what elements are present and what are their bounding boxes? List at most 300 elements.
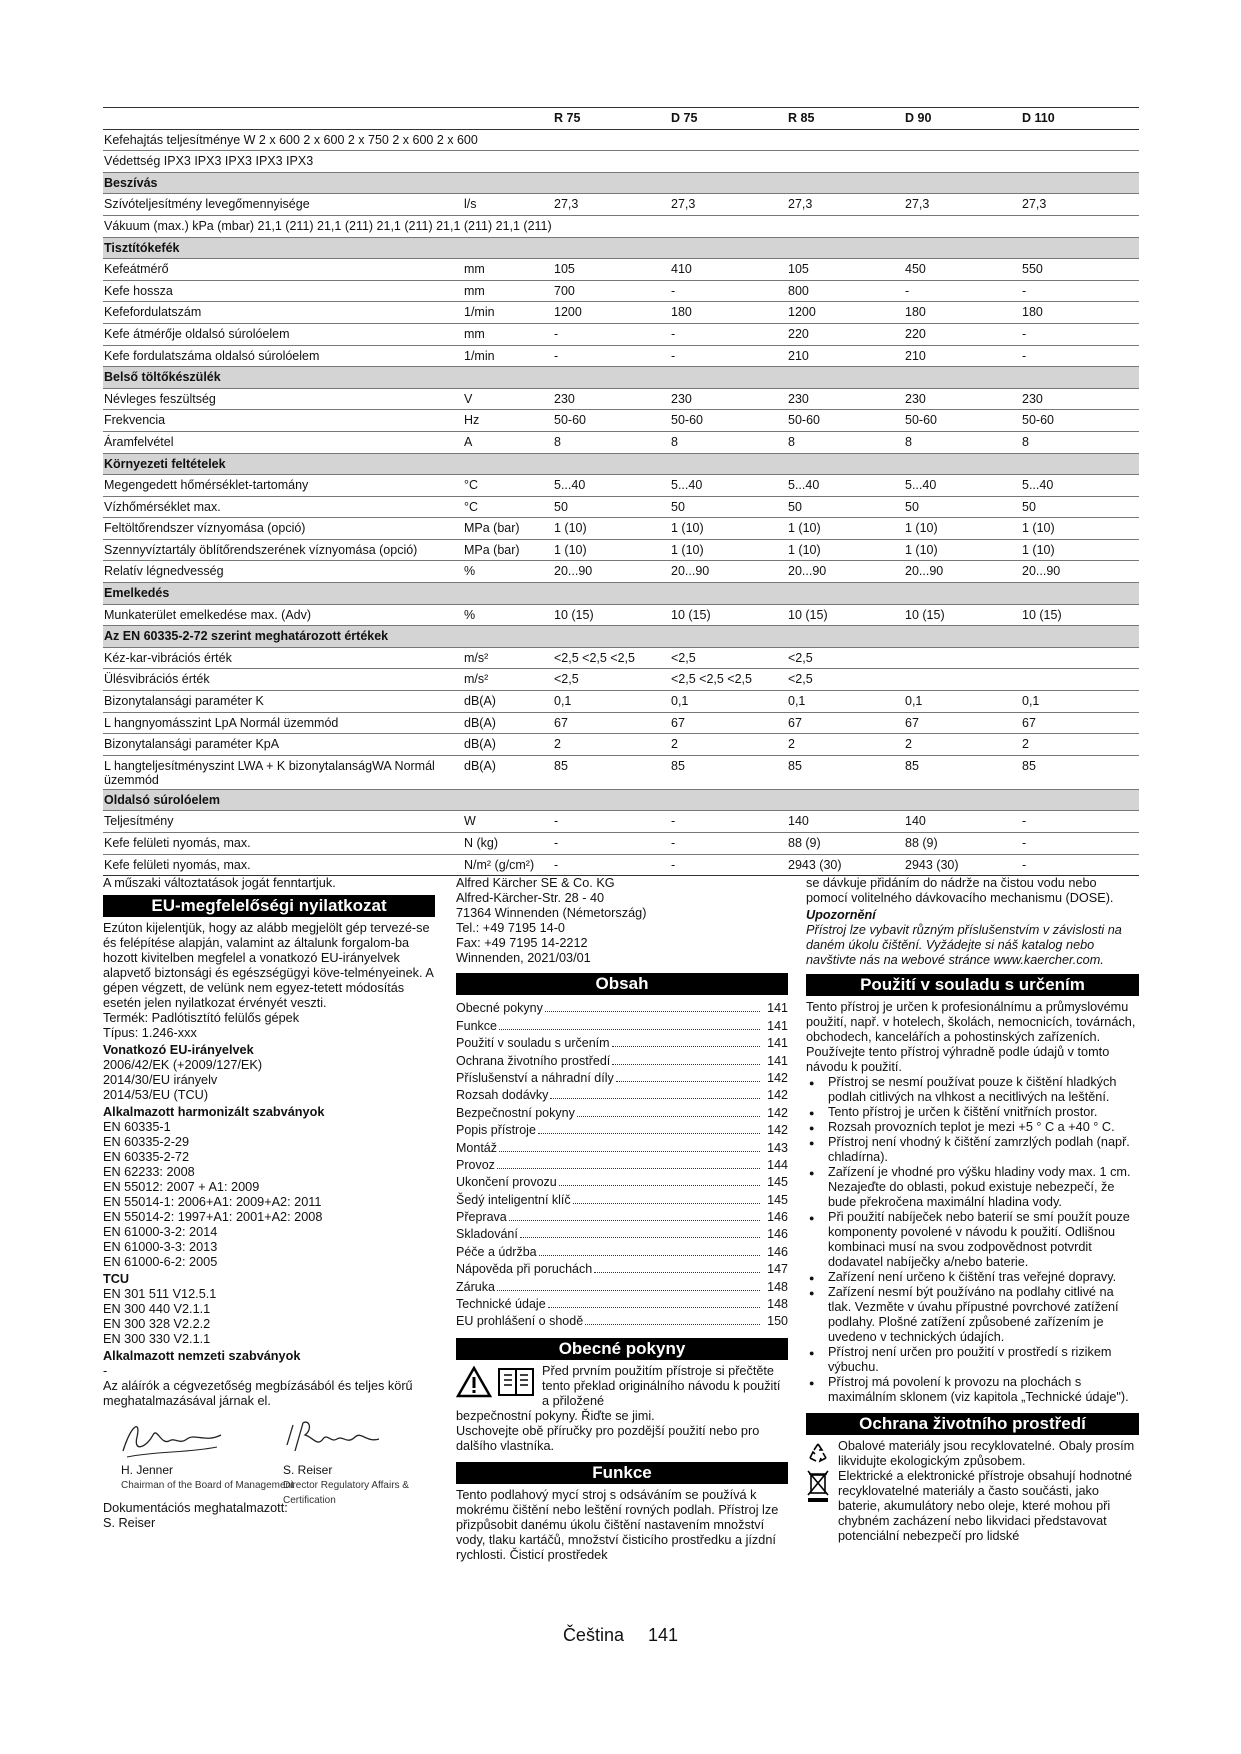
table-cell: 2 xyxy=(553,734,670,756)
toc-item-page: 148 xyxy=(767,1297,788,1312)
table-cell: 180 xyxy=(904,302,1021,324)
toc-item[interactable] xyxy=(456,1121,788,1138)
merged-row-text: Kefehajtás teljesítménye W 2 x 600 2 x 600 2 x 750 2 x 600 2 x 600 xyxy=(103,129,1139,151)
table-cell: 10 (15) xyxy=(670,604,787,626)
toc-item[interactable] xyxy=(456,1103,788,1120)
table-row xyxy=(103,475,1139,497)
table-row xyxy=(103,518,1139,540)
directive-item: 2014/30/EU irányelv xyxy=(103,1073,218,1087)
intended-use-bullet: ● Zařízení nesmí být používáno na podlahy citlivé na tlak. Vezměte v úvahu přípustné povrchové zatížení podlahy. Plošné zatížení způsobené zařízením je uvedeno v technických údajích. xyxy=(806,1285,1139,1345)
reserved-note: A műszaki változtatások jogát fenntartjuk. xyxy=(103,876,336,890)
table-cell: Munkaterület emelkedése max. (Adv) xyxy=(103,604,463,626)
toc-item-label: Příslušenství a náhradní díly xyxy=(456,1070,614,1085)
table-cell: Megengedett hőmérséklet-tartomány xyxy=(103,475,463,497)
section-row xyxy=(103,789,1139,811)
toc-leader-dots xyxy=(538,1133,760,1134)
table-cell: 450 xyxy=(904,259,1021,281)
toc-item-page: 145 xyxy=(767,1192,788,1207)
table-cell: MPa (bar) xyxy=(463,539,553,561)
footer-language: Čeština xyxy=(562,1625,624,1645)
doc-authorised-name: S. Reiser xyxy=(103,1516,156,1530)
table-cell xyxy=(1021,647,1139,669)
table-cell: Kefe felületi nyomás, max. xyxy=(103,854,463,876)
toc-item-label: Ochrana životního prostředí xyxy=(456,1053,611,1068)
table-cell: - xyxy=(553,833,670,855)
table-header-row xyxy=(103,108,1139,130)
table-cell: Kefefordulatszám xyxy=(103,302,463,324)
table-cell: Kefe felületi nyomás, max. xyxy=(103,833,463,855)
table-cell: 2 xyxy=(1021,734,1139,756)
table-cell: l/s xyxy=(463,194,553,216)
manufacturer-address xyxy=(456,876,788,966)
table-cell: 67 xyxy=(670,712,787,734)
toc-item[interactable] xyxy=(456,1016,788,1033)
table-cell: 5...40 xyxy=(670,475,787,497)
tcu-item: EN 300 328 V2.2.2 xyxy=(103,1317,211,1331)
toc-leader-dots xyxy=(499,1151,760,1152)
toc-item[interactable] xyxy=(456,1034,788,1051)
table-cell: Hz xyxy=(463,410,553,432)
table-cell: - xyxy=(553,323,670,345)
toc-item[interactable] xyxy=(456,1051,788,1068)
table-cell: 220 xyxy=(787,323,904,345)
toc-leader-dots xyxy=(509,1220,760,1221)
toc-item[interactable] xyxy=(456,1190,788,1207)
function-title: Funkce xyxy=(456,1462,788,1484)
toc-item-label: Použití v souladu s určením xyxy=(456,1036,610,1051)
signer2-name: S. Reiser xyxy=(283,1463,333,1477)
standard-item: EN 61000-6-2: 2005 xyxy=(103,1255,218,1269)
function-text: Tento podlahový mycí stroj s odsáváním se používá k mokrému čištění nebo leštění rovných podlah. Přístroj lze přizpůsobit danému úkolu čištění nastavením množství vody, tlaku kartáčů, množství čisticího prostředku a jízdní rychlosti. Čisticí prostředek xyxy=(456,1488,779,1563)
table-row xyxy=(103,410,1139,432)
table-row xyxy=(103,431,1139,453)
header-cell: R 75 xyxy=(553,108,670,130)
table-cell: 550 xyxy=(1021,259,1139,281)
intended-use-bullet: ● Přístroj má povolení k provozu na plochách s maximálním sklonem (viz kapitola „Technické údaje"). xyxy=(806,1375,1139,1405)
toc-item[interactable] xyxy=(456,1156,788,1173)
toc-leader-dots xyxy=(612,1046,760,1047)
table-row xyxy=(103,345,1139,367)
section-row xyxy=(103,626,1139,648)
toc-item-page: 142 xyxy=(767,1088,788,1103)
intended-use-bullet: ● Zařízení je vhodné pro výšku hladiny vody max. 1 cm. Nezajeďte do oblasti, pokud existuje nebezpečí, že bude překročena maximální hladina vody. xyxy=(806,1165,1139,1210)
standard-item: EN 55014-1: 2006+A1: 2009+A2: 2011 xyxy=(103,1195,322,1209)
section-heading: Oldalsó súrolóelem xyxy=(103,789,1139,811)
toc-item-page: 142 xyxy=(767,1105,788,1120)
table-cell: 8 xyxy=(787,431,904,453)
table-cell: mm xyxy=(463,280,553,302)
table-cell: Relatív légnedvesség xyxy=(103,561,463,583)
toc-item[interactable] xyxy=(456,1173,788,1190)
table-cell: <2,5 xyxy=(670,647,787,669)
section-heading: Környezeti feltételek xyxy=(103,453,1139,475)
toc-leader-dots xyxy=(559,1185,760,1186)
table-cell: 67 xyxy=(1021,712,1139,734)
table-cell: - xyxy=(670,345,787,367)
toc-leader-dots xyxy=(594,1272,760,1273)
table-cell: Teljesítmény xyxy=(103,811,463,833)
section-heading: Tisztítókefék xyxy=(103,237,1139,259)
toc-item-label: Rozsah dodávky xyxy=(456,1088,549,1103)
toc-item-label: EU prohlášení o shodě xyxy=(456,1314,584,1329)
table-cell: Kefeátmérő xyxy=(103,259,463,281)
table-cell: 230 xyxy=(787,388,904,410)
table-cell: 105 xyxy=(553,259,670,281)
table-cell xyxy=(904,647,1021,669)
table-cell: 5...40 xyxy=(787,475,904,497)
table-cell: 1 (10) xyxy=(670,518,787,540)
section-heading: Az EN 60335-2-72 szerint meghatározott értékek xyxy=(103,626,1139,648)
toc-leader-dots xyxy=(539,1255,760,1256)
toc-item-label: Funkce xyxy=(456,1018,497,1033)
address-line: Tel.: +49 7195 14-0 xyxy=(456,921,565,935)
table-cell: 27,3 xyxy=(904,194,1021,216)
environment-text-2: Elektrické a elektronické přístroje obsahují hodnotné recyklovatelné materiály a často součásti, jako baterie, akumulátory nebo oleje, které mohou při chybném zacházení nebo likvidaci představovat potenciální nebezpečí pro lidské xyxy=(838,1469,1133,1543)
table-cell: 67 xyxy=(553,712,670,734)
signer1 xyxy=(121,1463,294,1493)
table-cell: 50 xyxy=(670,496,787,518)
recycle-icon xyxy=(806,1441,830,1465)
table-cell: 85 xyxy=(1021,755,1139,789)
section-row xyxy=(103,453,1139,475)
toc-item[interactable] xyxy=(456,1069,788,1086)
table-cell: 210 xyxy=(787,345,904,367)
table-cell xyxy=(1021,669,1139,691)
toc-leader-dots xyxy=(545,1011,760,1012)
table-cell: - xyxy=(1021,854,1139,876)
directives-title: Vonatkozó EU-irányelvek xyxy=(103,1043,254,1057)
toc-leader-dots xyxy=(573,1203,760,1204)
table-cell: L hangteljesítményszint LWA + K bizonytalanságWA Normál üzemmód xyxy=(103,755,463,789)
table-cell: 800 xyxy=(787,280,904,302)
table-cell: 50 xyxy=(1021,496,1139,518)
table-cell: m/s² xyxy=(463,647,553,669)
toc-item[interactable] xyxy=(456,1208,788,1225)
header-cell: D 110 xyxy=(1021,108,1139,130)
table-cell: 2943 (30) xyxy=(904,854,1021,876)
table-cell: - xyxy=(1021,323,1139,345)
table-cell: <2,5 xyxy=(787,647,904,669)
national-standards-title: Alkalmazott nemzeti szabványok xyxy=(103,1349,301,1363)
table-cell: 1 (10) xyxy=(904,518,1021,540)
toc-item-page: 150 xyxy=(767,1314,788,1329)
toc-item[interactable] xyxy=(456,1138,788,1155)
toc-leader-dots xyxy=(520,1237,760,1238)
signers-note: Az aláírók a cégvezetőség megbízásából és teljes körű meghatalmazásával járnak el. xyxy=(103,1379,413,1408)
tcu-title: TCU xyxy=(103,1272,130,1286)
table-cell: 85 xyxy=(670,755,787,789)
table-cell: <2,5 xyxy=(553,669,670,691)
tcu-list xyxy=(103,1287,435,1347)
crossed-bin-icon xyxy=(806,1469,830,1503)
standard-item: EN 55014-2: 1997+A1: 2001+A2: 2008 xyxy=(103,1210,323,1224)
table-cell: 10 (15) xyxy=(904,604,1021,626)
tcu-item: EN 300 440 V2.1.1 xyxy=(103,1302,211,1316)
table-cell: 210 xyxy=(904,345,1021,367)
table-cell: °C xyxy=(463,496,553,518)
toc-item[interactable] xyxy=(456,1312,788,1329)
table-row xyxy=(103,215,1139,237)
table-row xyxy=(103,811,1139,833)
standard-item: EN 62233: 2008 xyxy=(103,1165,195,1179)
table-cell: 1 (10) xyxy=(1021,518,1139,540)
table-cell: 85 xyxy=(904,755,1021,789)
table-cell: 410 xyxy=(670,259,787,281)
toc-leader-dots xyxy=(577,1116,760,1117)
table-cell: mm xyxy=(463,259,553,281)
table-cell: 67 xyxy=(787,712,904,734)
standard-item: EN 55012: 2007 + A1: 2009 xyxy=(103,1180,260,1194)
toc-item-label: Ukončení provozu xyxy=(456,1175,557,1190)
table-cell: 50 xyxy=(904,496,1021,518)
toc-leader-dots xyxy=(616,1081,760,1082)
table-cell: 0,1 xyxy=(553,691,670,713)
table-cell: 1/min xyxy=(463,302,553,324)
toc-item-page: 144 xyxy=(767,1157,788,1172)
table-cell: - xyxy=(670,854,787,876)
table-row xyxy=(103,151,1139,173)
table-cell: 10 (15) xyxy=(553,604,670,626)
table-row xyxy=(103,833,1139,855)
toc-leader-dots xyxy=(497,1168,760,1169)
table-cell: 27,3 xyxy=(1021,194,1139,216)
environment-text-1: Obalové materiály jsou recyklovatelné. Obaly prosím likvidujte ekologickým způsobem. xyxy=(838,1439,1135,1468)
table-cell: 700 xyxy=(553,280,670,302)
toc-item-page: 143 xyxy=(767,1140,788,1155)
section-row xyxy=(103,172,1139,194)
type-line: Típus: 1.246-xxx xyxy=(103,1026,197,1040)
table-cell: 50 xyxy=(787,496,904,518)
table-cell: L hangnyomásszint LpA Normál üzemmód xyxy=(103,712,463,734)
directives-list xyxy=(103,1058,435,1103)
section-row xyxy=(103,237,1139,259)
toc-item-label: Provoz xyxy=(456,1157,495,1172)
toc-item-label: Popis přístroje xyxy=(456,1123,536,1138)
table-cell: 20...90 xyxy=(553,561,670,583)
table-cell: 27,3 xyxy=(670,194,787,216)
intended-use-bullet: ● Tento přístroj je určen k čištění vnitřních prostor. xyxy=(806,1105,1139,1120)
intended-use-intro: Tento přístroj je určen k profesionálnímu a průmyslovému použití, např. v hotelech, školách, nemocnicích, továrnách, obchodech, kancelářích a pohostinských zařízeních. Používejte tento přístroj výhradně podle údajů v tomto návodu k použití. xyxy=(806,1000,1136,1074)
toc-item[interactable] xyxy=(456,1260,788,1277)
table-of-contents xyxy=(456,999,788,1329)
table-cell: 27,3 xyxy=(787,194,904,216)
intended-use-bullet: ● Přístroj není určen pro použití v prostředí s rizikem výbuchu. xyxy=(806,1345,1139,1375)
intended-use-bullet: ● Přístroj se nesmí používat pouze k čištění hladkých podlah citlivých na vlhkost a necitlivých na leštění. xyxy=(806,1075,1139,1105)
table-cell: Áramfelvétel xyxy=(103,431,463,453)
standard-item: EN 60335-2-72 xyxy=(103,1150,190,1164)
table-cell: 1 (10) xyxy=(670,539,787,561)
signer1-role: Chairman of the Board of Management xyxy=(121,1480,294,1491)
table-cell: 2 xyxy=(904,734,1021,756)
toc-item-label: Nápověda při poruchách xyxy=(456,1262,593,1277)
table-cell: 50-60 xyxy=(670,410,787,432)
intended-use-bullet: ● Při použití nabíječek nebo baterií se smí použít pouze komponenty povolené v návodu k použití. Odlišnou kombinaci musí na svou zodpovědnost potvrdit dodavatel nabíječky a/nebo baterie. xyxy=(806,1210,1139,1270)
table-cell: dB(A) xyxy=(463,734,553,756)
table-cell: Kefe fordulatszáma oldalsó súrolóelem xyxy=(103,345,463,367)
header-cell xyxy=(103,108,463,130)
table-cell: - xyxy=(553,854,670,876)
table-cell: - xyxy=(1021,345,1139,367)
header-cell: D 90 xyxy=(904,108,1021,130)
manual-book-icon xyxy=(496,1366,536,1398)
toc-item-label: Skladování xyxy=(456,1227,518,1242)
product-line: Termék: Padlótisztító felülős gépek xyxy=(103,1011,300,1025)
toc-item[interactable] xyxy=(456,1086,788,1103)
table-cell: 1 (10) xyxy=(787,539,904,561)
signer1-name: H. Jenner xyxy=(121,1463,174,1477)
toc-item-label: Technické údaje xyxy=(456,1297,546,1312)
toc-item-label: Montáž xyxy=(456,1140,497,1155)
table-cell: 1 (10) xyxy=(1021,539,1139,561)
table-cell: Kefe hossza xyxy=(103,280,463,302)
table-cell: dB(A) xyxy=(463,691,553,713)
address-line: Winnenden, 2021/03/01 xyxy=(456,951,591,965)
table-cell: 220 xyxy=(904,323,1021,345)
signatures xyxy=(103,1417,435,1506)
table-cell: W xyxy=(463,811,553,833)
toc-leader-dots xyxy=(499,1029,760,1030)
table-cell: 2943 (30) xyxy=(787,854,904,876)
toc-item-page: 142 xyxy=(767,1123,788,1138)
general-title: Obecné pokyny xyxy=(456,1338,788,1360)
intended-use-list xyxy=(806,1075,1139,1405)
table-cell: mm xyxy=(463,323,553,345)
toc-leader-dots xyxy=(585,1324,760,1325)
standard-item: EN 60335-1 xyxy=(103,1120,171,1134)
national-standards-dash: - xyxy=(103,1364,108,1378)
address-line: Alfred Kärcher SE & Co. KG xyxy=(456,876,615,890)
table-row xyxy=(103,712,1139,734)
toc-item[interactable] xyxy=(456,1225,788,1242)
table-cell: m/s² xyxy=(463,669,553,691)
table-cell: Feltöltőrendszer víznyomása (opció) xyxy=(103,518,463,540)
standards-title: Alkalmazott harmonizált szabványok xyxy=(103,1105,325,1119)
toc-leader-dots xyxy=(497,1290,760,1291)
table-cell: 230 xyxy=(553,388,670,410)
toc-item[interactable] xyxy=(456,1242,788,1259)
table-cell: 8 xyxy=(1021,431,1139,453)
table-cell: % xyxy=(463,561,553,583)
table-cell: - xyxy=(670,280,787,302)
merged-row-text: Vákuum (max.) kPa (mbar) 21,1 (211) 21,1 (211) 21,1 (211) 21,1 (211) 21,1 (211) xyxy=(103,215,1139,237)
intended-use-bullet: ● Přístroj není vhodný k čištění zamrzlých podlah (např. chladírna). xyxy=(806,1135,1139,1165)
table-cell: dB(A) xyxy=(463,712,553,734)
table-row xyxy=(103,561,1139,583)
table-cell: N/m² (g/cm²) xyxy=(463,854,553,876)
table-cell: <2,5 xyxy=(787,669,904,691)
toc-item-page: 142 xyxy=(767,1070,788,1085)
toc-item-page: 141 xyxy=(767,1036,788,1051)
table-cell: Vízhőmérséklet max. xyxy=(103,496,463,518)
table-cell: MPa (bar) xyxy=(463,518,553,540)
toc-title: Obsah xyxy=(456,973,788,995)
toc-item[interactable] xyxy=(456,1277,788,1294)
right-cont-text: se dávkuje přidáním do nádrže na čistou vodu nebo pomocí volitelného dávkovacího mechanismu (DOSE). xyxy=(806,876,1114,905)
table-cell: Kéz-kar-vibrációs érték xyxy=(103,647,463,669)
table-row xyxy=(103,669,1139,691)
toc-item-page: 146 xyxy=(767,1227,788,1242)
table-cell: 50-60 xyxy=(553,410,670,432)
table-cell: Bizonytalansági paraméter K xyxy=(103,691,463,713)
table-cell: 67 xyxy=(904,712,1021,734)
toc-item-label: Přeprava xyxy=(456,1210,507,1225)
table-cell: 230 xyxy=(670,388,787,410)
toc-leader-dots xyxy=(550,1098,760,1099)
table-cell: 0,1 xyxy=(670,691,787,713)
table-cell: V xyxy=(463,388,553,410)
directive-item: 2006/42/EK (+2009/127/EK) xyxy=(103,1058,263,1072)
address-line: 71364 Winnenden (Németország) xyxy=(456,906,647,920)
eu-declaration-title: EU-megfelelőségi nyilatkozat xyxy=(103,895,435,917)
toc-item-page: 141 xyxy=(767,1018,788,1033)
table-cell: 1 (10) xyxy=(553,539,670,561)
address-line: Fax: +49 7195 14-2212 xyxy=(456,936,588,950)
toc-item-label: Bezpečnostní pokyny xyxy=(456,1105,575,1120)
table-cell: 10 (15) xyxy=(787,604,904,626)
toc-item-page: 141 xyxy=(767,1053,788,1068)
table-cell: Névleges feszültség xyxy=(103,388,463,410)
general-text-b: bezpečnostní pokyny. Řiďte se jimi. xyxy=(456,1409,655,1424)
table-cell: - xyxy=(670,811,787,833)
table-cell: dB(A) xyxy=(463,755,553,789)
table-cell: 8 xyxy=(670,431,787,453)
toc-item-page: 147 xyxy=(767,1262,788,1277)
table-cell: 85 xyxy=(553,755,670,789)
signer2-role: Director Regulatory Affairs & Certification xyxy=(283,1480,409,1506)
table-cell: N (kg) xyxy=(463,833,553,855)
toc-item[interactable] xyxy=(456,999,788,1016)
header-cell: R 85 xyxy=(787,108,904,130)
table-cell: 5...40 xyxy=(553,475,670,497)
table-cell: 50-60 xyxy=(1021,410,1139,432)
table-cell: 88 (9) xyxy=(904,833,1021,855)
table-row xyxy=(103,259,1139,281)
table-cell: - xyxy=(553,811,670,833)
intended-use-bullet: ● Zařízení není určeno k čištění tras veřejné dopravy. xyxy=(806,1270,1139,1285)
table-cell: 20...90 xyxy=(1021,561,1139,583)
table-cell: °C xyxy=(463,475,553,497)
table-cell: 140 xyxy=(787,811,904,833)
merged-row-text: Védettség IPX3 IPX3 IPX3 IPX3 IPX3 xyxy=(103,151,1139,173)
table-row xyxy=(103,280,1139,302)
toc-item-label: Péče a údržba xyxy=(456,1244,537,1259)
standard-item: EN 60335-2-29 xyxy=(103,1135,190,1149)
toc-item[interactable] xyxy=(456,1295,788,1312)
table-cell: 0,1 xyxy=(1021,691,1139,713)
table-cell: 20...90 xyxy=(904,561,1021,583)
table-row xyxy=(103,755,1139,789)
table-cell: 8 xyxy=(904,431,1021,453)
table-cell: 50-60 xyxy=(787,410,904,432)
table-cell: 0,1 xyxy=(904,691,1021,713)
table-cell: 27,3 xyxy=(553,194,670,216)
table-row xyxy=(103,496,1139,518)
tcu-item: EN 301 511 V12.5.1 xyxy=(103,1287,217,1301)
table-cell: 140 xyxy=(904,811,1021,833)
warning-icon xyxy=(456,1366,492,1398)
table-cell: 20...90 xyxy=(670,561,787,583)
table-cell: Ülésvibrációs érték xyxy=(103,669,463,691)
table-cell: 5...40 xyxy=(1021,475,1139,497)
header-cell xyxy=(463,108,553,130)
table-cell: 1 (10) xyxy=(787,518,904,540)
section-heading: Emelkedés xyxy=(103,583,1139,605)
table-row xyxy=(103,539,1139,561)
signature-jenner xyxy=(117,1417,227,1461)
table-cell: Frekvencia xyxy=(103,410,463,432)
table-cell: 5...40 xyxy=(904,475,1021,497)
table-cell: 0,1 xyxy=(787,691,904,713)
